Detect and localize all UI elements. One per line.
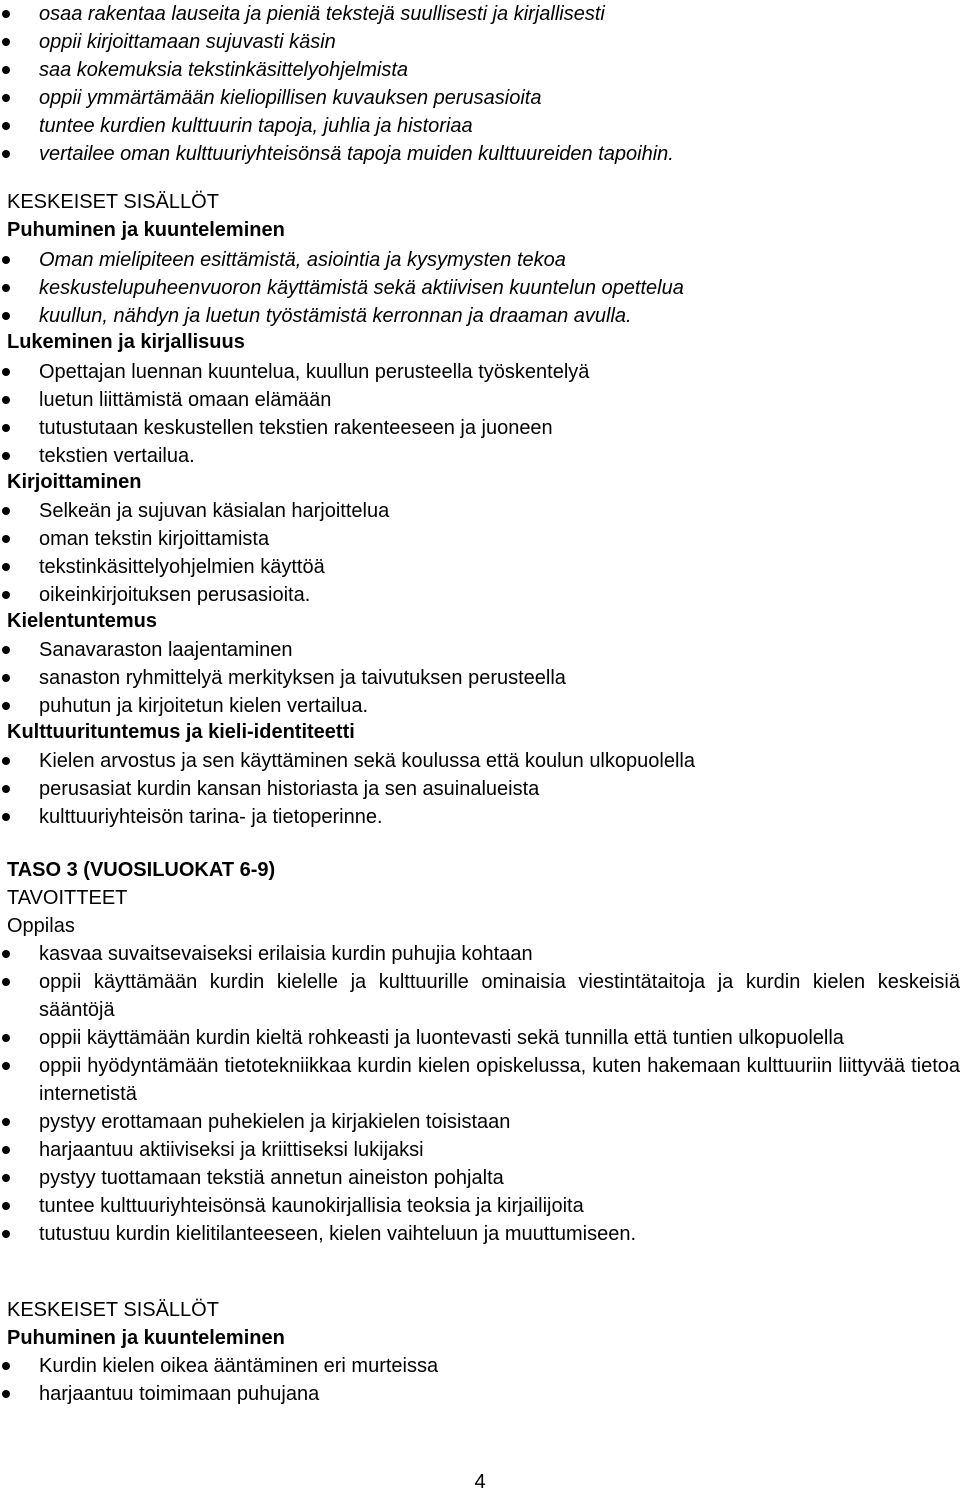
list-item: kuullun, nähdyn ja luetun työstämistä kerronnan ja draaman avulla. (0, 302, 960, 330)
language-list (0, 636, 960, 720)
contents-heading-2: KESKEISET SISÄLLÖT (7, 1299, 219, 1321)
bullet-icon (2, 535, 10, 543)
list-item: keskustelupuheenvuoron käyttämistä sekä aktiivisen kuuntelun opettelua (0, 274, 960, 302)
list-item: osaa rakentaa lauseita ja pieniä tekstejä suullisesti ja kirjallisesti (0, 0, 960, 28)
bullet-icon (2, 674, 10, 682)
speaking-heading-2: Puhuminen ja kuunteleminen (7, 1327, 285, 1349)
pupil-label: Oppilas (7, 915, 75, 937)
bullet-icon (2, 122, 10, 130)
page-number: 4 (474, 1471, 486, 1493)
writing-list (0, 497, 960, 609)
bullet-icon (2, 368, 10, 376)
bullet-icon (2, 1062, 10, 1070)
list-item: Sanavaraston laajentaminen (0, 636, 960, 664)
goals-list-section1 (0, 0, 960, 168)
list-item: pystyy erottamaan puhekielen ja kirjakielen toisistaan (0, 1108, 960, 1136)
bullet-icon (2, 1202, 10, 1210)
list-item: sanaston ryhmittelyä merkityksen ja taivutuksen perusteella (0, 664, 960, 692)
list-item: kasvaa suvaitsevaiseksi erilaisia kurdin puhujia kohtaan (0, 940, 960, 968)
list-item: Oman mielipiteen esittämistä, asiointia ja kysymysten tekoa (0, 246, 960, 274)
list-item: oppii ymmärtämään kieliopillisen kuvauksen perusasioita (0, 84, 960, 112)
list-item: oppii käyttämään kurdin kielelle ja kulttuurille ominaisia viestintätaitoja ja kurdin kielen keskeisiä sääntöjä (0, 968, 960, 1024)
list-item: tutustutaan keskustellen tekstien rakenteeseen ja juoneen (0, 414, 960, 442)
list-item: tekstinkäsittelyohjelmien käyttöä (0, 553, 960, 581)
bullet-icon (2, 1118, 10, 1126)
bullet-icon (2, 396, 10, 404)
bullet-icon (2, 702, 10, 710)
list-item: saa kokemuksia tekstinkäsittelyohjelmista (0, 56, 960, 84)
list-item: tuntee kulttuuriyhteisönsä kaunokirjallisia teoksia ja kirjailijoita (0, 1192, 960, 1220)
list-item: perusasiat kurdin kansan historiasta ja sen asuinalueista (0, 775, 960, 803)
bullet-icon (2, 950, 10, 958)
bullet-icon (2, 1146, 10, 1154)
writing-heading: Kirjoittaminen (7, 471, 142, 493)
bullet-icon (2, 591, 10, 599)
language-heading: Kielentuntemus (7, 610, 158, 632)
list-item: Selkeän ja sujuvan käsialan harjoittelua (0, 497, 960, 525)
bullet-icon (2, 150, 10, 158)
list-item: Kielen arvostus ja sen käyttäminen sekä koulussa että koulun ulkopuolella (0, 747, 960, 775)
bullet-icon (2, 978, 10, 986)
bullet-icon (2, 256, 10, 264)
list-item: oppii hyödyntämään tietotekniikkaa kurdin kielen opiskelussa, kuten hakemaan kulttuuriin liittyvää tietoa internetistä (0, 1052, 960, 1108)
list-item: oikeinkirjoituksen perusasioita. (0, 581, 960, 609)
goals-list-section2 (0, 940, 960, 1248)
bullet-icon (2, 10, 10, 18)
speaking-heading: Puhuminen ja kuunteleminen (7, 219, 285, 241)
bullet-icon (2, 757, 10, 765)
bullet-icon (2, 1034, 10, 1042)
speaking-list-2 (0, 1352, 960, 1408)
bullet-icon (2, 66, 10, 74)
contents-heading: KESKEISET SISÄLLÖT (7, 191, 219, 213)
list-item: tekstien vertailua. (0, 442, 960, 470)
list-item: Opettajan luennan kuuntelua, kuullun perusteella työskentelyä (0, 358, 960, 386)
list-item: oppii käyttämään kurdin kieltä rohkeasti ja luontevasti sekä tunnilla että tuntien ulkopuolella (0, 1024, 960, 1052)
list-item: oman tekstin kirjoittamista (0, 525, 960, 553)
bullet-icon (2, 38, 10, 46)
list-item: harjaantuu aktiiviseksi ja kriittiseksi lukijaksi (0, 1136, 960, 1164)
bullet-icon (2, 424, 10, 432)
reading-heading: Lukeminen ja kirjallisuus (7, 331, 245, 353)
bullet-icon (2, 563, 10, 571)
list-item: luetun liittämistä omaan elämään (0, 386, 960, 414)
goals-heading: TAVOITTEET (7, 887, 128, 909)
list-item: kulttuuriyhteisön tarina- ja tietoperinne. (0, 803, 960, 831)
level-title: TASO 3 (VUOSILUOKAT 6-9) (7, 859, 276, 881)
bullet-icon (2, 1390, 10, 1398)
bullet-icon (2, 94, 10, 102)
bullet-icon (2, 813, 10, 821)
speaking-list (0, 246, 960, 330)
bullet-icon (2, 1362, 10, 1370)
bullet-icon (2, 785, 10, 793)
bullet-icon (2, 452, 10, 460)
list-item: tuntee kurdien kulttuurin tapoja, juhlia ja historiaa (0, 112, 960, 140)
culture-list (0, 747, 960, 831)
bullet-icon (2, 507, 10, 515)
bullet-icon (2, 646, 10, 654)
bullet-icon (2, 1230, 10, 1238)
culture-heading: Kulttuurituntemus ja kieli-identiteetti (7, 721, 355, 743)
bullet-icon (2, 284, 10, 292)
list-item: pystyy tuottamaan tekstiä annetun aineiston pohjalta (0, 1164, 960, 1192)
list-item: oppii kirjoittamaan sujuvasti käsin (0, 28, 960, 56)
list-item: tutustuu kurdin kielitilanteeseen, kielen vaihteluun ja muuttumiseen. (0, 1220, 960, 1248)
bullet-icon (2, 1174, 10, 1182)
list-item: Kurdin kielen oikea ääntäminen eri murteissa (0, 1352, 960, 1380)
reading-list (0, 358, 960, 470)
list-item: harjaantuu toimimaan puhujana (0, 1380, 960, 1408)
list-item: puhutun ja kirjoitetun kielen vertailua. (0, 692, 960, 720)
bullet-icon (2, 312, 10, 320)
list-item: vertailee oman kulttuuriyhteisönsä tapoja muiden kulttuureiden tapoihin. (0, 140, 960, 168)
